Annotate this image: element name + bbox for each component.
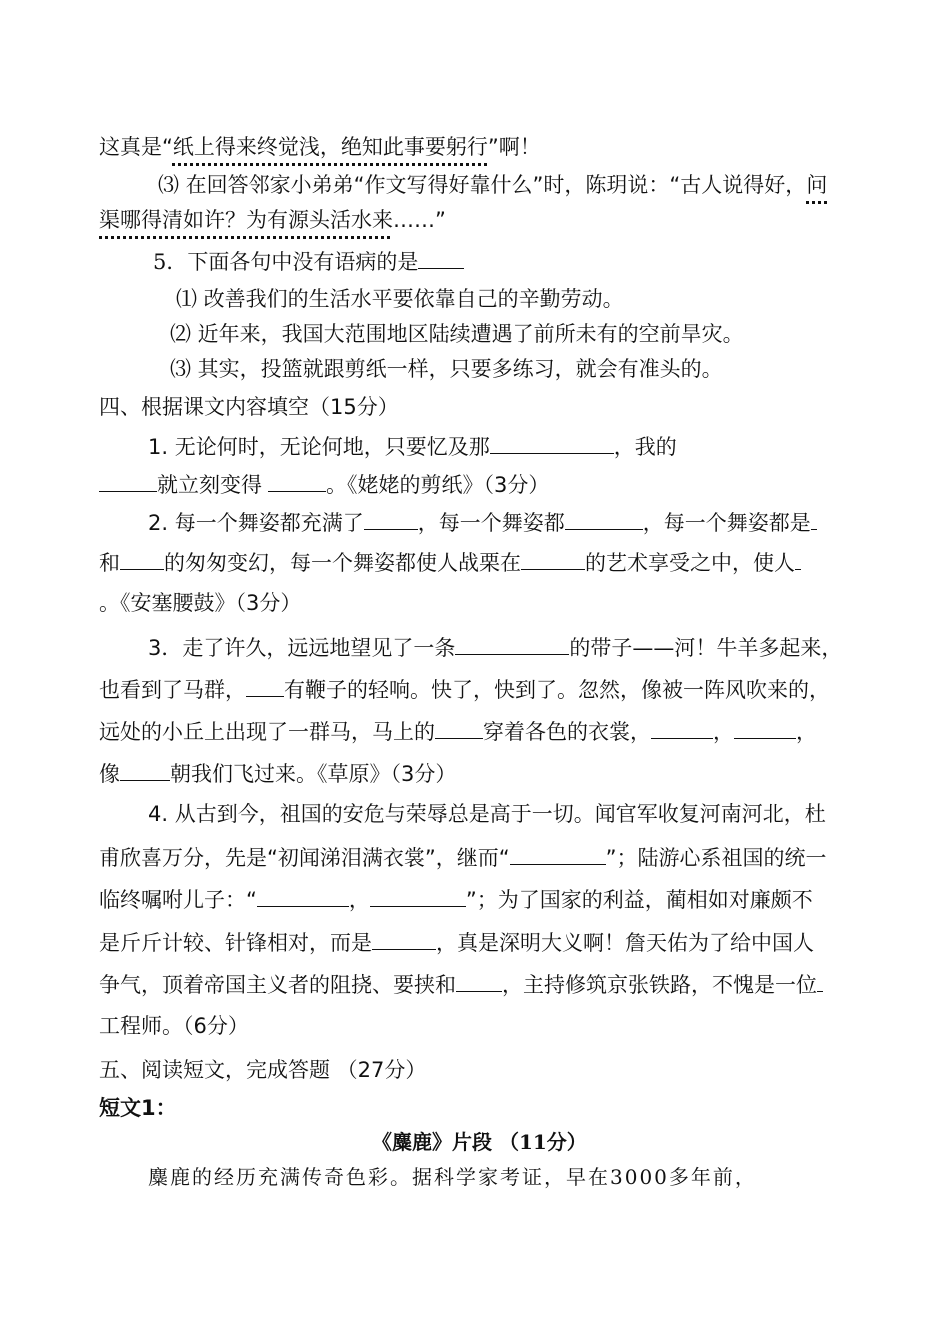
s4-q4-b: 甫欣喜万分，先是“初闻涕泪满衣裳”，继而“ <box>99 846 510 870</box>
q3-item3-dotted: 问 <box>806 173 828 197</box>
s4-q4-h: ，真是深明大义啊！詹天佑为了给中国人 <box>436 931 814 955</box>
s4-q4-e: ， <box>348 888 370 912</box>
s4-q2-d: 和 <box>99 551 120 575</box>
s4-q2-line3: 。《安塞腰鼓》（3分） <box>99 591 302 615</box>
s4-q4-line4 <box>99 927 814 957</box>
passage-label: 短文1： <box>99 1096 177 1120</box>
s4-q2-blank-6[interactable] <box>795 547 801 570</box>
s4-q1-blank-2[interactable] <box>99 469 157 492</box>
s4-q2-line2 <box>99 547 801 577</box>
s4-q4-blank-4[interactable] <box>372 927 436 950</box>
q3-line1-post: ”啊！ <box>487 135 541 159</box>
s4-q4-line3 <box>99 884 813 914</box>
s4-q3-blank-1[interactable] <box>455 632 569 655</box>
q3-item3-end: ……” <box>393 208 446 232</box>
s4-q3-e: 远处的小丘上出现了一群马，马上的 <box>99 720 435 744</box>
s4-q3-b: 的带子——河！牛羊多起来， <box>569 636 843 660</box>
s4-q4-blank-1[interactable] <box>510 842 606 865</box>
s4-q2-a: 2. 每一个舞姿都充满了 <box>148 511 364 535</box>
q3-line1 <box>99 133 541 161</box>
q3-line1-pre: 这真是“ <box>99 135 173 159</box>
s4-q4-blank-2[interactable] <box>257 884 349 907</box>
s4-q4-g: 是斤斤计较、针锋相对，而是 <box>99 931 372 955</box>
s4-q4-blank-5[interactable] <box>456 969 502 992</box>
s4-q1-line2 <box>99 469 549 499</box>
s4-q4-line6: 工程师。（6分） <box>99 1014 249 1038</box>
passage-line-1: 麋鹿的经历充满传奇色彩。据科学家考证，早在3000多年前， <box>148 1165 757 1189</box>
section5-heading: 五、阅读短文，完成答题 （27分） <box>99 1058 427 1082</box>
s4-q2-blank-4[interactable] <box>120 547 164 570</box>
s4-q3-f: 穿着各色的衣裳， <box>483 720 651 744</box>
s4-q1-d: 。《姥姥的剪纸》（3分） <box>326 473 550 497</box>
s4-q3-i: 像 <box>99 762 120 786</box>
s4-q3-g: ， <box>713 720 734 744</box>
s4-q4-line5 <box>99 969 823 999</box>
s4-q4-j: ，主持修筑京张铁路，不愧是一位 <box>502 973 817 997</box>
s4-q2-b: ，每一个舞姿都 <box>417 511 565 535</box>
s4-q2-blank-1[interactable] <box>364 507 418 530</box>
s4-q4-blank-6[interactable] <box>817 969 823 992</box>
section4-heading: 四、根据课文内容填空（15分） <box>99 395 399 419</box>
s4-q3-h: ， <box>796 720 817 744</box>
q5-item-3: ⑶ 其实，投篮就跟剪纸一样，只要多练习，就会有准头的。 <box>170 357 723 381</box>
s4-q1-line1 <box>148 431 677 461</box>
q3-item3-quote: 渠哪得清如许？为有源头活水来 <box>99 208 393 232</box>
s4-q3-line3 <box>99 716 817 746</box>
s4-q3-blank-6[interactable] <box>120 758 170 781</box>
s4-q4-f: ”；为了国家的利益，蔺相如对廉颇不 <box>465 888 813 912</box>
s4-q3-line1 <box>148 632 842 662</box>
s4-q1-b: ，我的 <box>613 435 677 459</box>
s4-q3-d: 有鞭子的轻响。快了，快到了。忽然，像被一阵风吹来的， <box>284 678 830 702</box>
s4-q2-blank-2[interactable] <box>565 507 643 530</box>
s4-q1-a: 1. 无论何时，无论何地，只要忆及那 <box>148 435 490 459</box>
s4-q3-blank-3[interactable] <box>435 716 483 739</box>
q3-item3-line2 <box>99 206 446 234</box>
s4-q3-a: 3．走了许久，远远地望见了一条 <box>148 636 456 660</box>
q3-item3-text: ⑶ 在回答邻家小弟弟“作文写得好靠什么”时，陈玥说：“古人说得好， <box>158 173 807 197</box>
s4-q2-e: 的匆匆变幻，每一个舞姿都使人战栗在 <box>164 551 521 575</box>
s4-q2-c: ，每一个舞姿都是 <box>642 511 811 535</box>
s4-q2-blank-5[interactable] <box>521 547 585 570</box>
q5-item-2: ⑵ 近年来，我国大范围地区陆续遭遇了前所未有的空前旱灾。 <box>170 322 744 346</box>
s4-q2-f: 的艺术享受之中，使人 <box>585 551 795 575</box>
s4-q3-blank-5[interactable] <box>734 716 796 739</box>
s4-q3-j: 朝我们飞过来。《草原》（3分） <box>170 762 457 786</box>
s4-q1-c: 就立刻变得 <box>157 473 262 497</box>
s4-q4-blank-3[interactable] <box>370 884 466 907</box>
s4-q3-c: 也看到了马群， <box>99 678 246 702</box>
s4-q2-blank-3[interactable] <box>811 507 817 530</box>
s4-q1-blank-1[interactable] <box>490 431 614 454</box>
s4-q2-line1 <box>148 507 817 537</box>
s4-q4-line2 <box>99 842 827 872</box>
s4-q4-d: 临终嘱咐儿子：“ <box>99 888 257 912</box>
passage-title: 《麋鹿》片段 （11分） <box>372 1130 587 1154</box>
q3-line1-quote: 纸上得来终觉浅，绝知此事要躬行 <box>172 135 488 159</box>
s4-q4-i: 争气，顶着帝国主义者的阻挠、要挟和 <box>99 973 456 997</box>
q5-stem <box>153 246 464 276</box>
s4-q3-line2 <box>99 674 830 704</box>
q5-item-1: ⑴ 改善我们的生活水平要依靠自己的辛勤劳动。 <box>176 287 624 311</box>
s4-q4-line1: 4. 从古到今，祖国的安危与荣辱总是高于一切。闻官军收复河南河北，杜 <box>148 802 826 826</box>
q5-answer-blank[interactable] <box>418 246 464 269</box>
q3-item3-line1 <box>158 171 827 199</box>
s4-q1-blank-3[interactable] <box>268 469 326 492</box>
q5-stem-text: 5．下面各句中没有语病的是 <box>153 250 419 274</box>
s4-q3-blank-2[interactable] <box>246 674 284 697</box>
s4-q4-c: ”；陆游心系祖国的统一 <box>605 846 827 870</box>
s4-q3-line4 <box>99 758 456 788</box>
s4-q3-blank-4[interactable] <box>651 716 713 739</box>
